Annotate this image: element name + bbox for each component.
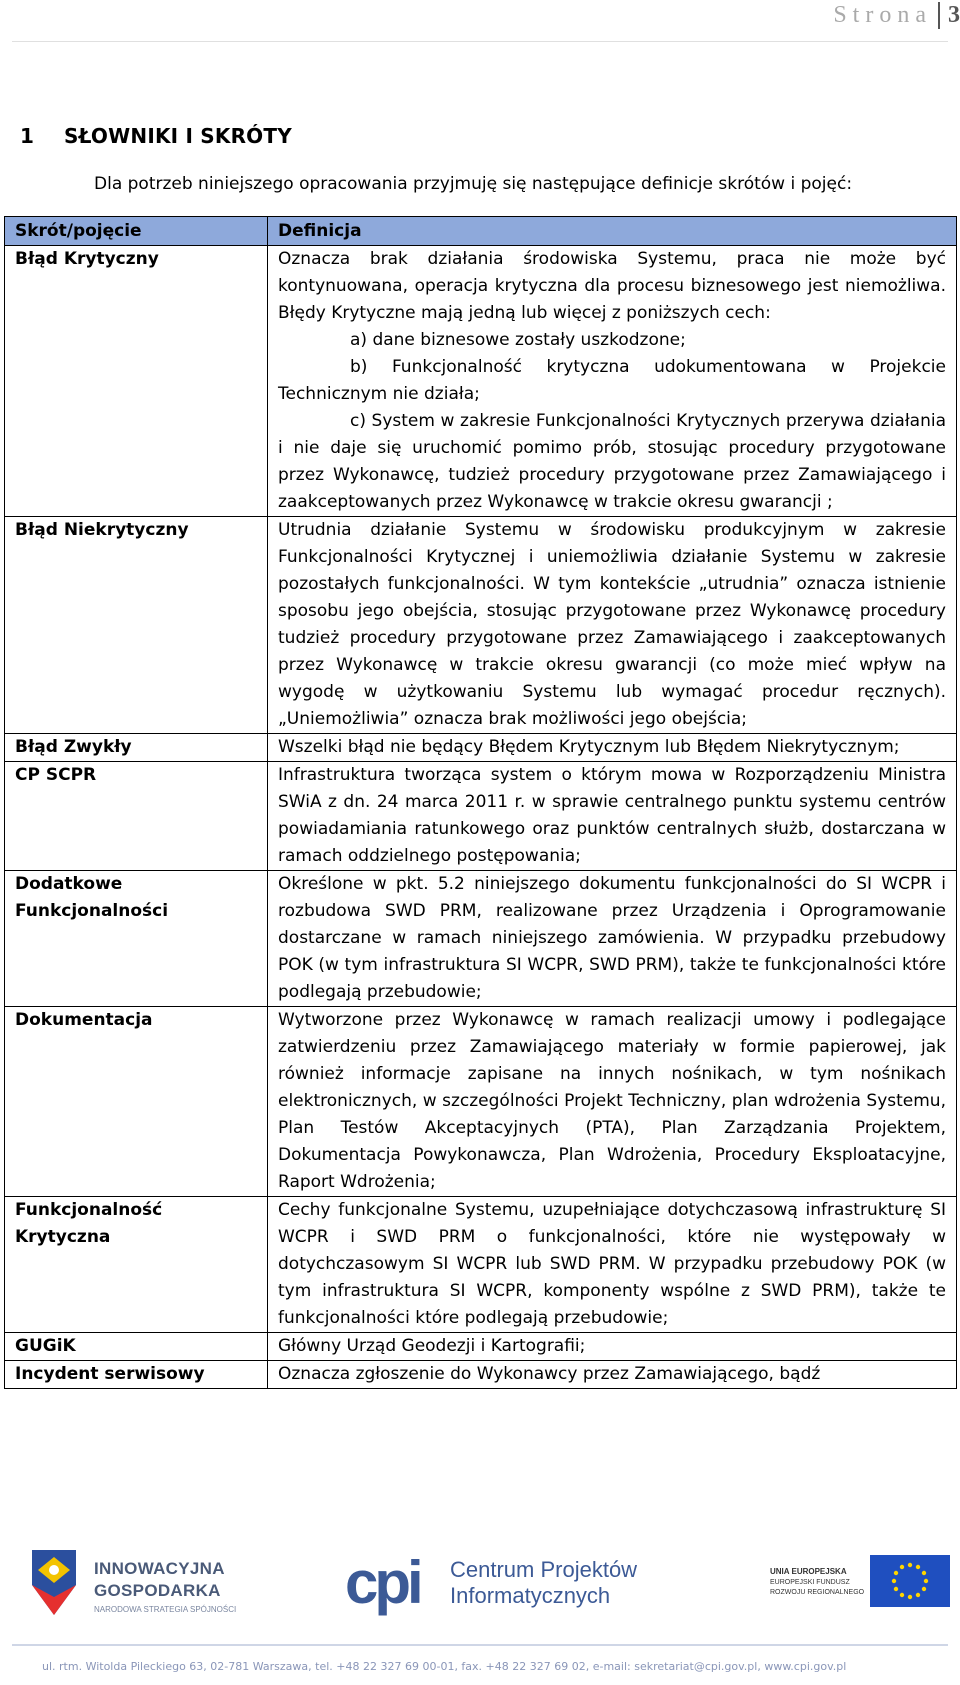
definition-cell: Infrastruktura tworząca system o którym mowa w Rozporządzeniu Ministra SWiA z dn. 24 marca 2011 r. w sprawie centralnego punktu systemu centrów powiadamiania ratunkowego oraz punktów centralnych służb, dostarczana w ramach oddzielnego postępowania;: [268, 762, 957, 871]
footer-address: ul. rtm. Witolda Pileckiego 63, 02-781 Warszawa, tel. +48 22 327 69 00-01, fax. +48 22 327 69 02, e-mail: sekretariat@cpi.gov.pl, www.cpi.gov.pl: [42, 1660, 847, 1673]
term-cell: Funkcjonalność Krytyczna: [5, 1197, 268, 1333]
table-row: [5, 762, 957, 871]
table-row: [5, 1197, 957, 1333]
definitions-table: [4, 216, 957, 1389]
header-divider: [12, 41, 948, 42]
footer-logos: [0, 1535, 960, 1635]
term-cell: CP SCPR: [5, 762, 268, 871]
table-row: [5, 246, 957, 517]
section-number: 1: [20, 124, 35, 148]
term-cell: Incydent serwisowy: [5, 1361, 268, 1389]
term-cell: Błąd Zwykły: [5, 734, 268, 762]
definition-cell: Określone w pkt. 5.2 niniejszego dokumentu funkcjonalności do SI WCPR i rozbudowa SWD PRM, realizowane przez Urządzenia i Oprogramowanie dostarczane w ramach niniejszego zamówienia. W przypadku przebudowy POK (w tym infrastruktura SI WCPR, SWD PRM), także te funkcjonalności które podlegają przebudowie;: [268, 871, 957, 1007]
innowacyjna-gospodarka-logo: [24, 1545, 254, 1625]
table-row: [5, 1007, 957, 1197]
term-cell: Dokumentacja: [5, 1007, 268, 1197]
definition-text: Oznacza brak działania środowiska Systemu, praca nie może być kontynuowana, operacja krytyczna dla procesu biznesowego jest niemożliwa. Błędy Krytyczne mają jedną lub więcej z poniższych cech:: [278, 249, 946, 323]
definition-cell: [268, 246, 957, 517]
ig-logo-line3: NARODOWA STRATEGIA SPÓJNOŚCI: [94, 1605, 237, 1614]
ig-logo-line2: GOSPODARKA: [94, 1581, 221, 1600]
intro-paragraph: Dla potrzeb niniejszego opracowania przyjmuję się następujące definicje skrótów i pojęć:: [94, 174, 853, 194]
table-row: [5, 871, 957, 1007]
definition-list-item: c) System w zakresie Funkcjonalności Krytycznych przerywa działania i nie daje się uruchomić pomimo prób, stosując procedury przygotowane przez Wykonawcę, tudzież procedury przygotowane przez Zamawiającego i zaakceptowanych przez Wykonawcę w trakcie okresu gwarancji ;: [278, 411, 946, 512]
term-cell: GUGiK: [5, 1333, 268, 1361]
definition-cell: Utrudnia działanie Systemu w środowisku produkcyjnym w zakresie Funkcjonalności Krytycznej i uniemożliwia działanie Systemu w zakresie pozostałych funkcjonalności. W tym kontekście „utrudnia” oznacza istnienie sposobu jego obejścia, stosując przygotowane przez Wykonawcę procedury tudzież procedury przygotowane przez Zamawiającego i zaakceptowanych przez Wykonawcę w trakcie okresu gwarancji (co może mieć wpływ na wygodę w użytkowaniu Systemu lub wymagać procedur ręcznych). „Uniemożliwia” oznacza brak możliwości jego obejścia;: [268, 517, 957, 734]
eu-flag-icon: [870, 1555, 950, 1607]
table-row: [5, 1361, 957, 1389]
table-row: [5, 517, 957, 734]
term-cell: Błąd Niekrytyczny: [5, 517, 268, 734]
column-header-definition: Definicja: [268, 217, 957, 246]
table-row: [5, 1333, 957, 1361]
table-row: [5, 734, 957, 762]
definition-cell: Główny Urząd Geodezji i Kartografii;: [268, 1333, 957, 1361]
eu-logo: [770, 1555, 955, 1615]
ig-logo-line1: INNOWACYJNA: [94, 1559, 225, 1578]
cpi-logo-line1: Centrum Projektów: [450, 1557, 638, 1582]
eu-logo-line2: EUROPEJSKI FUNDUSZ: [770, 1579, 850, 1586]
page-word: Strona: [833, 1, 932, 28]
page-number: 3: [938, 2, 960, 29]
footer-divider: [12, 1644, 948, 1646]
definition-list-item: a) dane biznesowe zostały uszkodzone;: [350, 330, 686, 350]
cpi-logo: [345, 1543, 645, 1623]
section-title: SŁOWNIKI I SKRÓTY: [64, 124, 292, 148]
definition-cell: Cechy funkcjonalne Systemu, uzupełniające dotychczasową infrastrukturę SI WCPR i SWD PRM o funkcjonalności, które nie występowały w dotychczasowym SI WCPR lub SWD PRM. W przypadku przebudowy POK (w tym infrastruktura SI WCPR, komponenty wspólne z SWD PRM), także te funkcjonalności które podlegają przebudowie;: [268, 1197, 957, 1333]
definition-cell: Wszelki błąd nie będący Błędem Krytycznym lub Błędem Niekrytycznym;: [268, 734, 957, 762]
definition-list-item: b) Funkcjonalność krytyczna udokumentowana w Projekcie Technicznym nie działa;: [278, 357, 946, 404]
table-header-row: [5, 217, 957, 246]
section-heading: [20, 124, 292, 148]
definition-cell: Oznacza zgłoszenie do Wykonawcy przez Zamawiającego, bądź: [268, 1361, 957, 1389]
term-cell: Dodatkowe Funkcjonalności: [5, 871, 268, 1007]
cpi-logo-mark: cpi: [345, 1549, 420, 1616]
ig-flag-icon: [24, 1545, 84, 1620]
definition-cell: Wytworzone przez Wykonawcę w ramach realizacji umowy i podlegające zatwierdzeniu przez Zamawiającego materiały w formie papierowej, jak również informacje zapisane na innych nośnikach, w tym nośnikach elektronicznych, w szczególności Projekt Techniczny, plan wdrożenia Systemu, Plan Testów Akceptacyjnych (PTA), Plan Zarządzania Projektem, Dokumentacja Powykonawcza, Plan Wdrożenia, Procedury Eksploatacyjne, Raport Wdrożenia;: [268, 1007, 957, 1197]
term-cell: Błąd Krytyczny: [5, 246, 268, 517]
eu-logo-line1: UNIA EUROPEJSKA: [770, 1567, 847, 1576]
page-number-label: [833, 0, 960, 30]
column-header-term: Skrót/pojęcie: [5, 217, 268, 246]
cpi-logo-line2: Informatycznych: [450, 1583, 611, 1608]
eu-logo-line3: ROZWOJU REGIONALNEGO: [770, 1589, 865, 1596]
